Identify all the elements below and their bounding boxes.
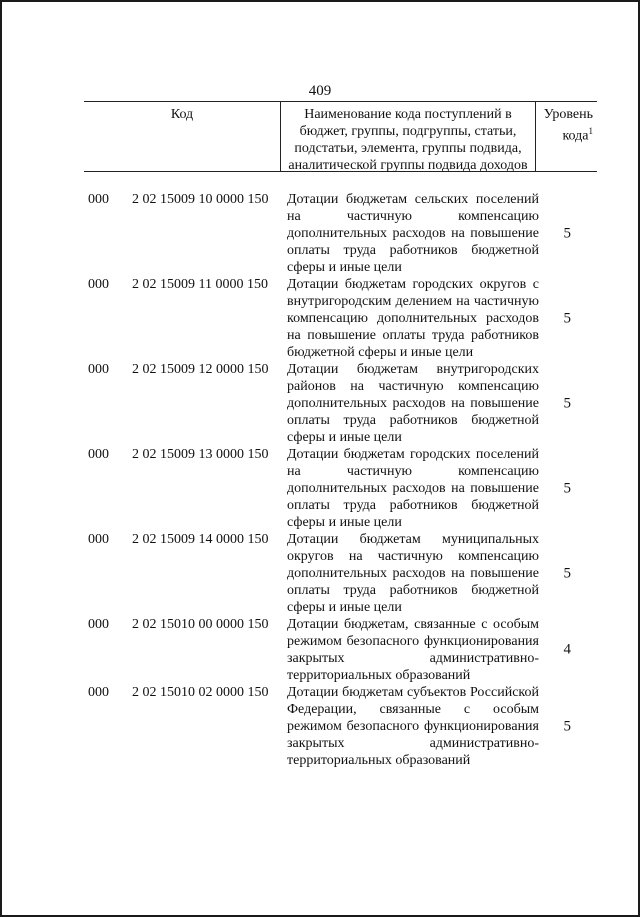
admin-code: 000 (88, 447, 109, 462)
code-level: 5 (563, 395, 571, 411)
income-name: Дотации бюджетам субъектов Российской Федерации, связанные с особым режимом безопасного функционирования закрытых административно-территориальных образований (287, 685, 539, 768)
admin-code: 000 (88, 192, 109, 207)
income-code: 2 02 15009 11 0000 150 (132, 277, 268, 292)
code-level: 4 (563, 641, 571, 658)
code-level: 5 (563, 225, 571, 241)
admin-code: 000 (88, 532, 109, 547)
code-level: 5 (563, 565, 571, 581)
table-row (84, 191, 597, 276)
income-code: 2 02 15009 14 0000 150 (132, 532, 269, 547)
income-code: 2 02 15010 02 0000 150 (132, 685, 269, 700)
table-body (84, 191, 597, 769)
admin-code: 000 (88, 277, 109, 292)
footnote-marker: 1 (588, 126, 593, 136)
header-code: Код (170, 107, 194, 122)
income-name: Дотации бюджетам муниципальных округов на частичную компенсацию дополнительных расходов на повышение оплаты труда работников бюджетной сферы и иные цели (287, 532, 539, 615)
table-row (84, 684, 597, 769)
income-code: 2 02 15009 13 0000 150 (132, 447, 269, 462)
income-name: Дотации бюджетам городских поселений на частичную компенсацию дополнительных расходов на повышение оплаты труда работников бюджетной сферы и иные цели (287, 447, 539, 530)
admin-code: 000 (88, 362, 109, 377)
income-name: Дотации бюджетам, связанные с особым режимом безопасного функционирования закрытых административно-территориальных образований (287, 617, 539, 683)
table-row (84, 531, 597, 616)
code-level: 5 (563, 480, 571, 496)
table-row (84, 361, 597, 446)
admin-code: 000 (88, 617, 109, 632)
income-name: Дотации бюджетам сельских поселений на частичную компенсацию дополнительных расходов на повышение оплаты труда работников бюджетной сферы и иные цели (287, 192, 539, 275)
table-row (84, 616, 597, 684)
header-level: Уровень кода$^1$ (543, 107, 593, 144)
code-level: 5 (563, 310, 571, 326)
code-level: 5 (563, 718, 571, 734)
income-code: 2 02 15009 12 0000 150 (132, 362, 269, 377)
table-row (84, 276, 597, 361)
page-number: 409 (308, 83, 332, 99)
header-level-cell (535, 102, 597, 171)
income-name: Дотации бюджетам внутригородских районов на частичную компенсацию дополнительных расходов на повышение оплаты труда работников бюджетной сферы и иные цели (287, 362, 539, 445)
header-name: Наименование кода поступлений в бюджет, группы, подгруппы, статьи, подстатьи, элемента, группы подвида, аналитической группы подвида доходов (280, 102, 536, 171)
table-row (84, 446, 597, 531)
table-header (84, 101, 597, 172)
income-code: 2 02 15010 00 0000 150 (132, 617, 269, 632)
income-code: 2 02 15009 10 0000 150 (132, 192, 269, 207)
admin-code: 000 (88, 685, 109, 700)
income-name: Дотации бюджетам городских округов с внутригородским делением на частичную компенсацию дополнительных расходов на повышение оплаты труда работников бюджетной сферы и иные цели (287, 277, 539, 360)
